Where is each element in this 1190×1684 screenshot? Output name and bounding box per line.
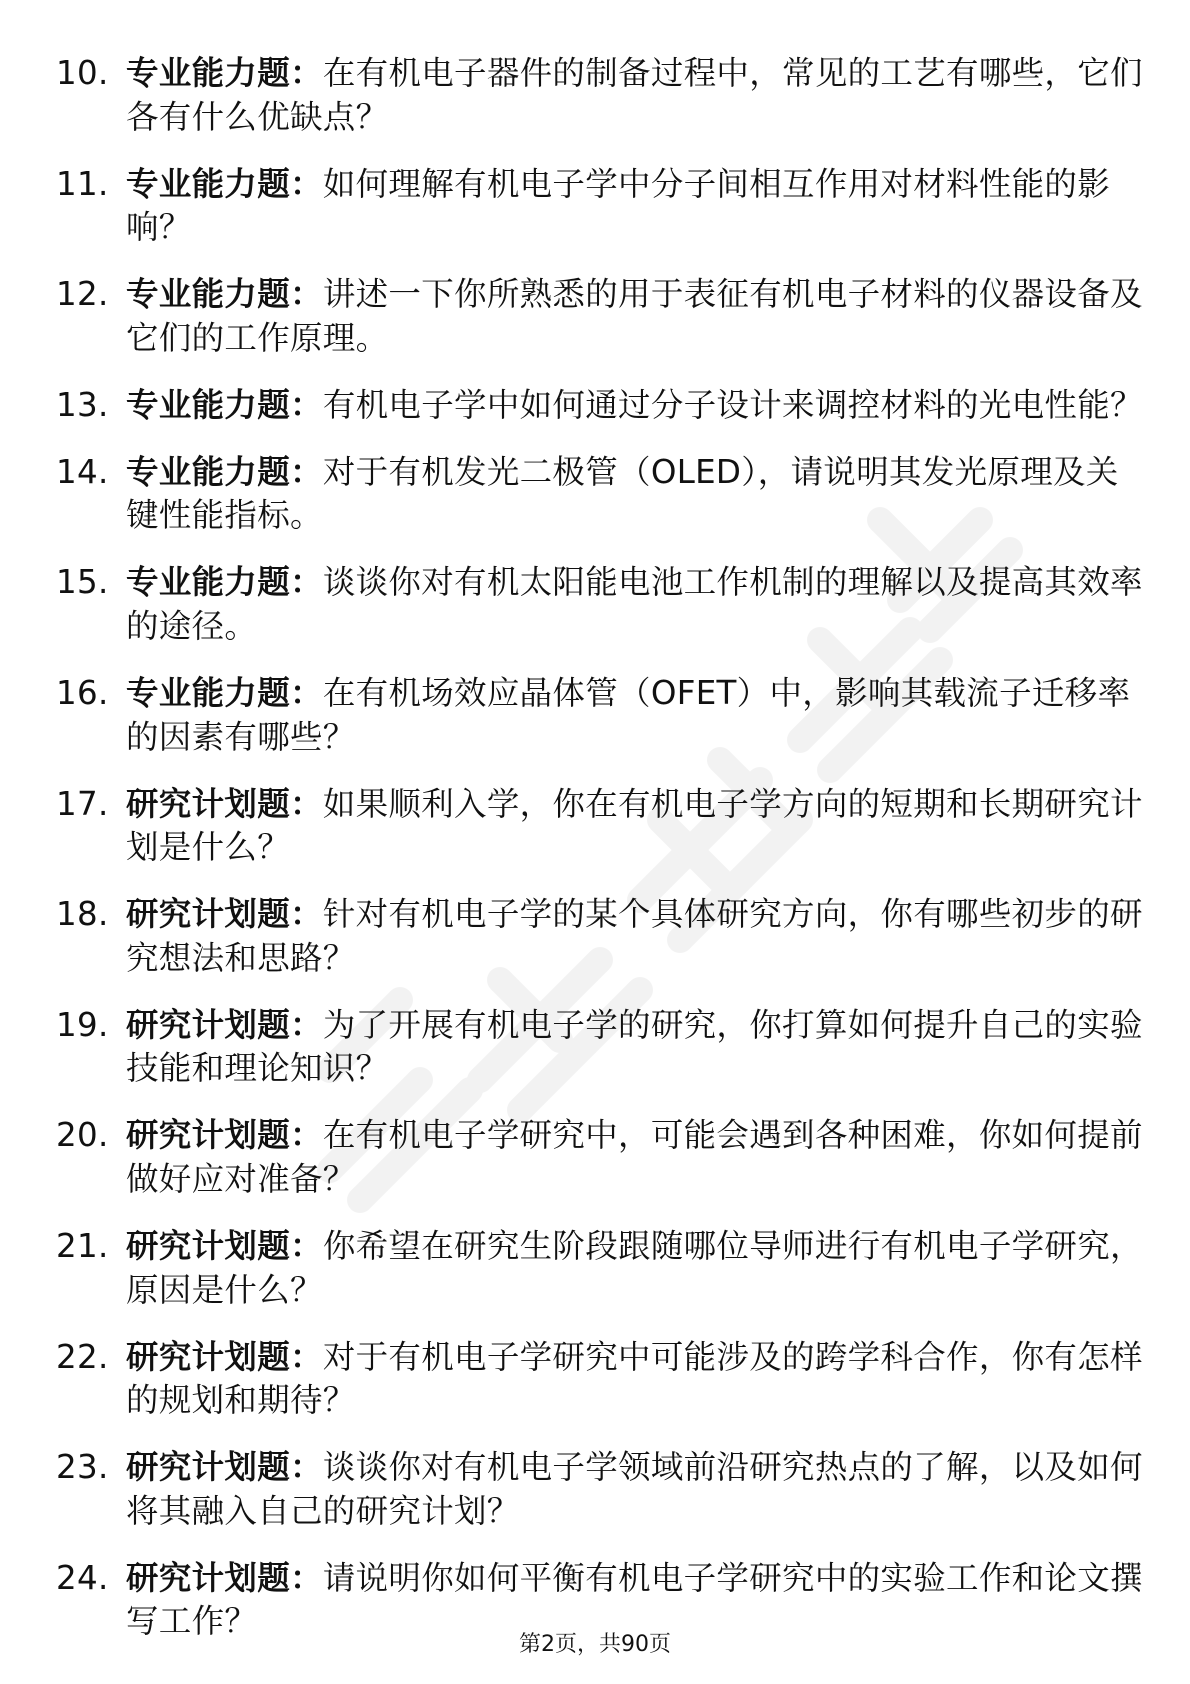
question-text: 有机电子学中如何通过分子设计来调控材料的光电性能？ (322, 385, 1143, 424)
question-item (56, 893, 1146, 980)
question-item (56, 561, 1146, 648)
question-category: 专业能力题： (126, 385, 323, 424)
question-number: 13. (56, 385, 109, 424)
question-text: 谈谈你对有机电子学领域前沿研究热点的了解，以及如何将其融入自己的研究计划？ (126, 1448, 1143, 1530)
question-number: 15. (56, 563, 109, 602)
question-number: 17. (56, 784, 109, 823)
question-number: 20. (56, 1116, 109, 1155)
question-number: 11. (56, 164, 109, 203)
question-category: 研究计划题： (126, 1005, 323, 1044)
question-text: 对于有机电子学研究中可能涉及的跨学科合作，你有怎样的规划和期待？ (126, 1337, 1143, 1420)
question-text: 谈谈你对有机太阳能电池工作机制的理解以及提高其效率的途径。 (126, 563, 1143, 645)
question-number: 16. (56, 674, 109, 713)
question-text: 在有机场效应晶体管（OFET）中，影响其载流子迁移率的因素有哪些？ (126, 674, 1131, 756)
question-category: 研究计划题： (126, 1227, 323, 1266)
question-item (56, 672, 1146, 759)
question-text: 讲述一下你所熟悉的用于表征有机电子材料的仪器设备及它们的工作原理。 (126, 275, 1143, 357)
question-item (56, 384, 1146, 428)
question-item (56, 451, 1146, 538)
question-text: 为了开展有机电子学的研究，你打算如何提升自己的实验技能和理论知识？ (126, 1005, 1143, 1088)
question-number: 14. (56, 452, 109, 491)
question-category: 专业能力题： (126, 54, 323, 92)
question-item (56, 52, 1146, 139)
page-footer: 第2页，共90页 (519, 1632, 671, 1657)
question-text: 如何理解有机电子学中分子间相互作用对材料性能的影响？ (126, 164, 1111, 247)
question-item (56, 1004, 1146, 1091)
question-category: 研究计划题： (126, 1558, 323, 1597)
question-number: 24. (56, 1558, 109, 1597)
question-number: 21. (56, 1227, 109, 1266)
question-category: 专业能力题： (126, 452, 323, 491)
question-category: 专业能力题： (126, 674, 323, 713)
question-text: 如果顺利入学，你在有机电子学方向的短期和长期研究计划是什么？ (126, 784, 1143, 867)
question-list (56, 52, 1146, 1667)
question-text: 在有机电子学研究中，可能会遇到各种困难，你如何提前做好应对准备？ (126, 1116, 1143, 1198)
question-text: 你希望在研究生阶段跟随哪位导师进行有机电子学研究，原因是什么？ (126, 1227, 1143, 1309)
question-text: 在有机电子器件的制备过程中，常见的工艺有哪些，它们各有什么优缺点？ (126, 54, 1143, 136)
question-number: 10. (56, 54, 109, 92)
question-category: 专业能力题： (126, 275, 323, 314)
question-number: 18. (56, 895, 109, 934)
question-item (56, 1336, 1146, 1423)
question-category: 研究计划题： (126, 895, 323, 934)
question-number: 19. (56, 1005, 109, 1044)
question-category: 专业能力题： (126, 164, 323, 203)
question-number: 23. (56, 1448, 109, 1487)
question-text: 对于有机发光二极管（OLED），请说明其发光原理及关键性能指标。 (126, 452, 1119, 535)
question-number: 22. (56, 1337, 109, 1376)
question-text: 请说明你如何平衡有机电子学研究中的实验工作和论文撰写工作？ (126, 1558, 1143, 1641)
question-category: 研究计划题： (126, 1116, 323, 1155)
question-item (56, 163, 1146, 250)
question-category: 专业能力题： (126, 563, 323, 602)
question-text: 针对有机电子学的某个具体研究方向，你有哪些初步的研究想法和思路？ (126, 895, 1143, 977)
question-category: 研究计划题： (126, 1448, 323, 1487)
question-category: 研究计划题： (126, 784, 323, 823)
question-item (56, 1225, 1146, 1312)
question-item (56, 1446, 1146, 1533)
question-item (56, 273, 1146, 360)
question-item (56, 783, 1146, 870)
question-number: 12. (56, 275, 109, 314)
question-item (56, 1114, 1146, 1201)
question-category: 研究计划题： (126, 1337, 323, 1376)
